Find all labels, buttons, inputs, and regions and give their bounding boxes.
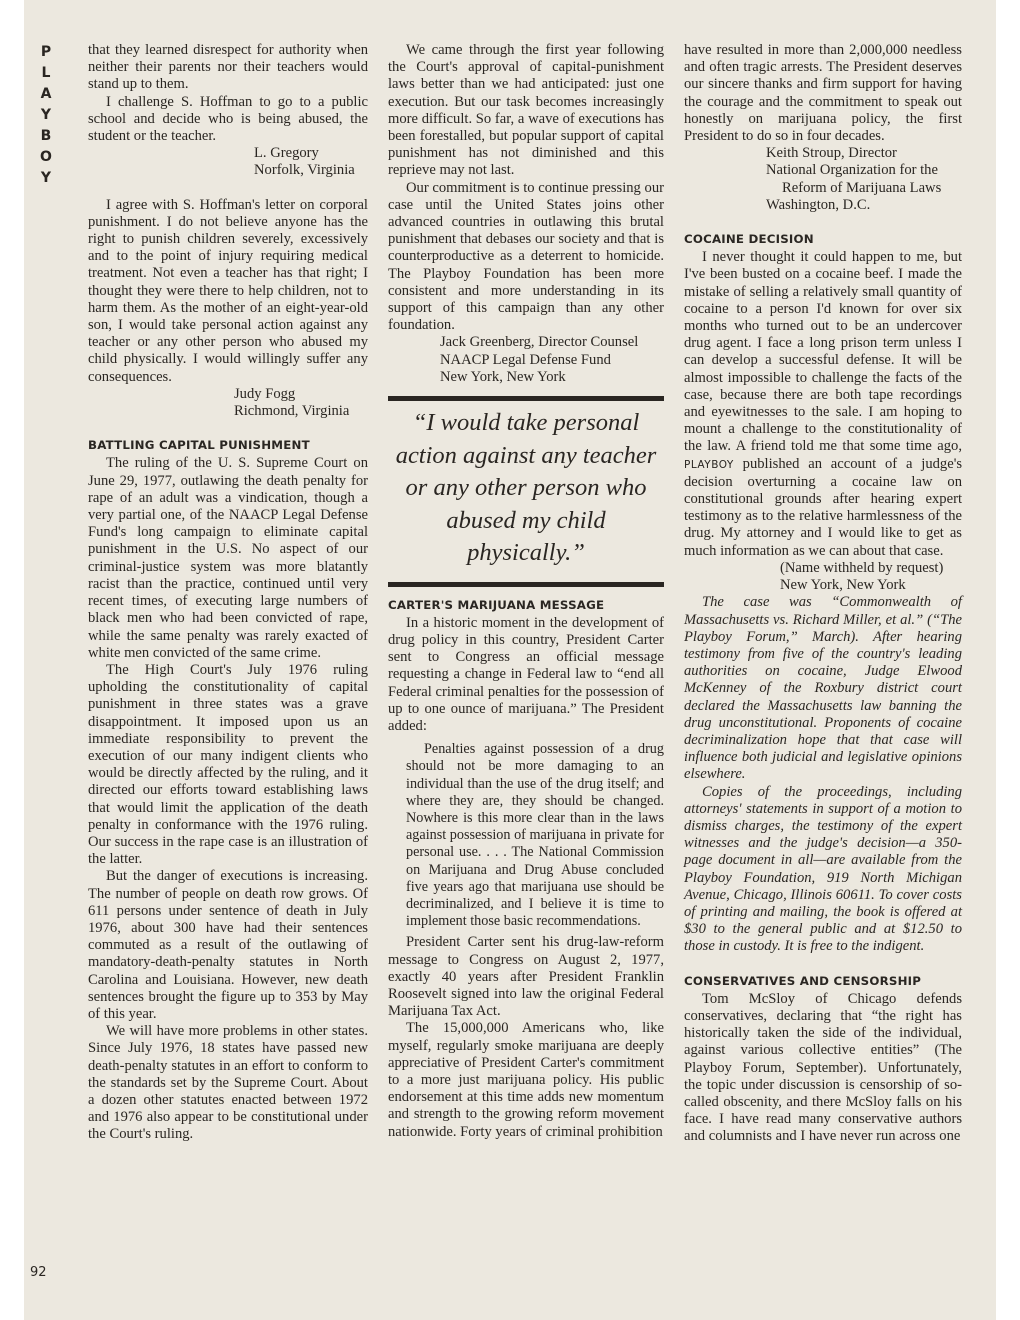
letter-paragraph: President Carter sent his drug-law-reform message to Congress on August 2, 1977, exactly 40 years after President Franklin Roosevelt signed into law the original Federal Marijuana Tax Act.	[388, 934, 664, 1020]
signature-line: National Organization for the	[766, 162, 938, 179]
letter-paragraph: Tom McSloy of Chicago defends conservatives, declaring that “the right has historically taken the side of the individual, against various collective entities” (The Playboy Forum, September). Unfortunately, the topic under discussion is censorship of so-called obscenity, and there McSloy falls on his face. I have read many conservative authors and columnists and I have never run across one	[684, 990, 962, 1145]
paragraph-text: I never thought it could happen to me, but I've been busted on a cocaine beef. I made the mistake of selling a relatively small quantity of cocaine to a person I'd known for over six months who turned out to be an undercover drug agent. I face a long prison term unless I can develop a successful defense. It will be almost impossible to challenge the facts of the case, because there are both tape recordings and eyewitnesses to the sale. I am hoping to mount a challenge to the constitutionality of the law. A friend told me that some time ago,	[684, 249, 962, 455]
masthead-letter: L	[41, 65, 51, 81]
column-right	[684, 42, 962, 1146]
signature-name: Judy Fogg	[234, 385, 296, 402]
signature-place: Norfolk, Virginia	[254, 162, 355, 179]
letter-paragraph: The ruling of the U. S. Supreme Court on June 29, 1977, outlawing the death penalty for rape of an adult was a vindication, though a very partial one, of the NAACP Legal Defense Fund's long campaign to eliminate capital punishment in the U.S. No aspect of our criminal-justice system was more blatantly racist than the practice, continued until very recent times, of executing large numbers of black men who had been convicted of rape, while the same penalty was rarely exacted of white men convicted of the same crime.	[88, 455, 368, 661]
signature-line: Jack Greenberg, Director Counsel	[440, 334, 639, 351]
letter-signature	[684, 560, 962, 594]
section-heading: CARTER'S MARIJUANA MESSAGE	[388, 597, 605, 612]
editor-reply: Copies of the proceedings, including attorneys' statements in support of a motion to dismiss charges, the testimony of the expert witnesses and the judge's decision—a 350-page document in all—are available from the Playboy Foundation, 919 North Michigan Avenue, Chicago, Illinois 60611. To cover costs of printing and mailing, the book is offered at $30 to the general public and at $12.50 to those in custody. It is free to the indigent.	[684, 783, 962, 955]
letter-paragraph: have resulted in more than 2,000,000 needless and often tragic arrests. The President deserves our sincere thanks and firm support for having the courage and the commitment to speak out honestly on marijuana policy, the first President to do so in four decades.	[684, 42, 962, 145]
letter-paragraph: Our commitment is to continue pressing our case until the United States joins other advanced countries in outlawing this brutal punishment that debases our society and that is counterproductive as a deterrent to homicide. The Playboy Foundation has been more consistent and more understanding in its support of this campaign than any other foundation.	[388, 179, 664, 334]
paragraph-text: published an account of a judge's decision overturning a cocaine law on constitutional grounds after hearing expert testimony as to the relative harmlessness of the drug. My attorney and I would like to get as much information as we can about that case.	[684, 455, 962, 559]
section-heading: COCAINE DECISION	[684, 232, 814, 247]
editor-reply: The case was “Commonwealth of Massachusetts vs. Richard Miller, et al.” (“The Playboy Forum,” March). After hearing testimony from five of the country's leading authorities on cocaine, Judge Elwood McKenney of the Roxbury district court declared the Massachusetts law banning the drug unconstitutional. Proponents of cocaine decriminalization hope that that case will influence both judicial and legislative opinions elsewhere.	[684, 594, 962, 783]
letter-paragraph: We will have more problems in other states. Since July 1976, 18 states have passed new death-penalty statutes in an effort to conform to the standards set by the Supreme Court. About a dozen other statutes enacted between 1972 and 1976 also appear to be constitutional under the Court's ruling.	[88, 1023, 368, 1143]
small-caps-magazine-name: PLAYBOY	[684, 458, 734, 471]
signature-name: L. Gregory	[254, 145, 319, 162]
block-quote	[388, 741, 664, 930]
signature-line: Washington, D.C.	[766, 196, 871, 213]
column-middle	[388, 42, 664, 1141]
masthead-letter: Y	[40, 107, 52, 123]
letter-signature	[684, 145, 962, 214]
pull-quote: “I would take personal action against any teacher or any other person who abused my child physically.”	[388, 396, 664, 587]
letter-paragraph: But the danger of executions is increasing. The number of people on death row grows. Of 611 persons under sentence of death in July 1976, about 300 have had their sentences commuted as a result of the outlawing of mandatory-death-penalty statutes in North Carolina and Louisiana. However, new death sentences brought the figure up to 353 by May of this year.	[88, 868, 368, 1022]
section-heading: BATTLING CAPITAL PUNISHMENT	[88, 438, 310, 453]
signature-line: NAACP Legal Defense Fund	[440, 351, 611, 368]
letter-paragraph: We came through the first year following the Court's approval of capital-punishment laws better than we had anticipated: just one execution. But our task becomes increasingly more difficult. So far, a wave of executions has been forestalled, but popular support of capital punishment has not diminished and this reprieve may not last.	[388, 42, 664, 179]
page-number: 92	[30, 1265, 47, 1280]
masthead-letter: Y	[40, 170, 52, 186]
letter-signature	[388, 334, 664, 386]
masthead-letter: B	[40, 128, 52, 144]
letter-paragraph	[684, 249, 962, 560]
letter-signature	[88, 386, 368, 420]
signature-line: New York, New York	[780, 577, 906, 594]
section-heading: CONSERVATIVES AND CENSORSHIP	[684, 973, 922, 988]
signature-line: Keith Stroup, Director	[766, 145, 897, 162]
signature-line: New York, New York	[440, 368, 566, 385]
masthead-letter: P	[40, 44, 52, 60]
column-left	[88, 42, 368, 1144]
masthead-letter: A	[40, 86, 52, 102]
letter-paragraph: The 15,000,000 Americans who, like myself, regularly smoke marijuana are deeply appreciative of President Carter's commitment to a more just marijuana policy. His public endorsement at this time adds new momentum and strength to the growing reform movement nationwide. Forty years of criminal prohibition	[388, 1020, 664, 1140]
letter-signature	[88, 145, 368, 179]
playboy-vertical-masthead	[34, 42, 58, 189]
letter-paragraph: I agree with S. Hoffman's letter on corporal punishment. I do not believe anyone has the right to punish children severely, excessively and to the point of injury requiring medical treatment. Not even a teacher has that right; I thought they were there to help children, not to harm them. As the mother of an eight-year-old son, I would take personal action against any teacher or any other person who abused my child physically. I would willingly suffer any consequences.	[88, 196, 368, 385]
signature-place: Richmond, Virginia	[234, 403, 350, 420]
block-quote-text: Penalties against possession of a drug should not be more damaging to an individual than the use of the drug itself; and where they are, they should be changed. Nowhere is this more clear than in the laws against possession of marijuana in private for personal use. . . . The National Commission on Marijuana and Drug Abuse concluded five years ago that marijuana use should be decriminalized, and I believe it is time to implement those basic recommendations.	[406, 741, 664, 930]
masthead-letter: O	[40, 149, 52, 165]
letter-paragraph: that they learned disrespect for authority when neither their parents nor their teachers would stand up to them.	[88, 42, 368, 93]
signature-line: (Name withheld by request)	[780, 559, 944, 576]
letter-paragraph: In a historic moment in the development of drug policy in this country, President Carter sent to Congress an official message requesting a change in Federal law to “end all Federal criminal penalties for the possession of up to one ounce of marijuana.” The President added:	[388, 614, 664, 734]
signature-line: Reform of Marijuana Laws	[782, 179, 942, 196]
letter-paragraph: The High Court's July 1976 ruling upholding the constitutionality of capital punishment in three states was a grave disappointment. It imposed upon us an immediate responsibility to prevent the execution of our many indigent clients who would be directly affected by the ruling, and it directed our efforts toward establishing laws that would limit the application of the death penalty in conformance with the 1976 ruling. Our success in the rape case is an illustration of the latter.	[88, 661, 368, 868]
letter-paragraph: I challenge S. Hoffman to go to a public school and decide who is being abused, the student or the teacher.	[88, 93, 368, 145]
